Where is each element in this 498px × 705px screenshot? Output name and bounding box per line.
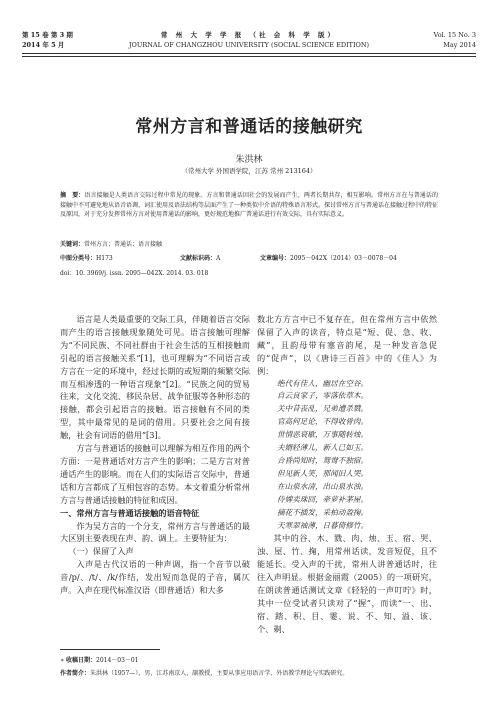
paragraph: 数北方方言中已不复存在，但在常州方言中依然保留了入声的读音，特点是“短、促、急、收、藏”，且韵母带有塞音韵尾，是一种发音急促的“促声”，以《唐诗三百首》中的《佳人》为例：	[257, 314, 437, 376]
poem-line: 夫婿轻薄儿，新人已如玉。	[277, 443, 369, 453]
publication-date-en: May 2014	[443, 41, 476, 49]
keywords-label: 关键词：	[60, 241, 85, 248]
journal-issue-info-en	[434, 30, 476, 50]
abstract-label: 摘 要：	[60, 192, 85, 199]
article-metadata	[60, 254, 438, 264]
paragraph: 作为吴方言的一个分支，常州方言与普通话的最大区别主要表现在声、韵、调上。主要特征为：	[60, 520, 250, 544]
bio-label: 作者简介：	[60, 670, 91, 677]
paper-title: 常州方言和普通话的接触研究	[135, 117, 363, 137]
clc-value: H173	[96, 255, 113, 262]
journal-issue-info	[22, 30, 73, 50]
poem-line: 世情恶衰歇，万事随转烛。	[277, 430, 369, 440]
poem-line: 关中昔丧乱，兄弟遭杀戮。	[277, 404, 369, 414]
paragraph: 入声是古代汉语的一种声调，指一个音节以破音/p/、/t/、/k/作结，发出短而急促的子音，属仄声。入声在现代标准汉语（即普通话）和大多	[60, 559, 250, 596]
keywords	[60, 240, 438, 250]
keywords-text: 常州方言；普通话；语言接触	[84, 241, 163, 248]
doc-code-label: 文献标识码：	[180, 255, 217, 262]
clc-label: 中图分类号：	[60, 255, 97, 262]
poem-line: 合昏尚知时，鸳鸯不独宿。	[277, 455, 369, 465]
subsection-heading: （一）保留了入声	[68, 546, 134, 557]
received-label: 收稿日期：	[66, 657, 97, 664]
footnotes	[60, 654, 450, 680]
paragraph: 方言与普通话的接触可以理解为相互作用的两个方面：一是普通话对方言产生的影响；二是方言对普通话产生的影响。而在人们的实际语言交际中，普通话和方言都成了互相包容的态势。本文着重分析常州方言与普通话接触的特征和成因。	[60, 443, 250, 505]
volume-issue: 第 15 卷 第 3 期	[22, 31, 73, 39]
paragraph: 语言是人类最重要的交际工具，伴随着语言交际而产生的语言接触现象随处可见。语言接触可理解为“不同民族、不同社群由于社会生活的互相接触而引起的语言接触关系”[1]，也可理解为“不同语言或方言在一定的环境中，经过长期的或短期的频繁交际而互相渗透的一种语言现象”[2]。“民族之间的贸易往来，文化交流、移民杂居、战争征服等各种形态的接触，都会引起语言的接触。语言接触有不同的类型，其中最常见的是词的借用。只要社会之间有接触，社会有词语的借用”[3]。	[60, 314, 250, 441]
publication-date: 2014 年 5 月	[22, 41, 65, 49]
poem-line: 自云良家子，零落依草木。	[277, 391, 369, 401]
poem-line: 侍婢卖珠回，牵萝补茅屋。	[277, 494, 369, 504]
author-affiliation: （常州大学 外国语学院，江苏 常州 213164）	[181, 167, 317, 175]
doi: doi：10. 3969/j. issn. 2095—042X. 2014. 03. 018	[60, 270, 209, 277]
header-rule-thin	[22, 56, 476, 57]
abstract	[60, 191, 438, 220]
poem-line: 在山泉水清，出山泉水浊。	[277, 481, 369, 491]
header-rule-thick	[22, 53, 476, 54]
journal-title-cn: 常 州 大 学 学 报 （社 会 科 学 版）	[160, 31, 338, 39]
received-date: ∗ 收稿日期：2014－03－01	[60, 657, 139, 664]
author-name: 朱洪林	[235, 155, 263, 165]
body-right-column	[257, 313, 437, 636]
bio-text: 朱洪林（1957—），男，江苏南京人，副教授，主要从事应用语言学、外语教学理论与实践研究。	[90, 670, 349, 677]
paragraph: 其中的谷、木、戮、肉、烛、玉、宿、哭、浊、屋、竹、掬，用常州话读，发音短促，且不能延长。受入声的干扰，常州人讲普通话时，往往入声明显。根据金丽霞（2005）的一项研究，在朗读普通话测试文章《轻轻的一声叮咛》时，其中一位受试者只读对了“握”，而读“一、出、宿、踏、积、目、霎、说、不、知、溢、该、个、剃、	[257, 533, 437, 634]
poem-line: 绝代有佳人，幽居在空谷。	[277, 378, 369, 388]
journal-title	[110, 30, 388, 50]
volume-issue-en: Vol. 15 No. 3	[433, 31, 476, 39]
footnote-rule	[60, 649, 160, 650]
poem-line: 但见新人笑，那闻旧人哭。	[277, 468, 369, 478]
poem-line: 天寒翠袖薄，日暮倚修竹。	[277, 520, 369, 530]
section-heading: 一、常州方言与普通话接触的语音特征	[60, 507, 200, 518]
received-value: 2014－03－01	[96, 657, 139, 664]
journal-title-en: JOURNAL OF CHANGZHOU UNIVERSITY (SOCIAL SCIENCE EDITION)	[128, 41, 370, 49]
author-bio	[60, 667, 450, 680]
body-left-column	[60, 313, 250, 597]
doc-code-value: A	[216, 255, 221, 262]
poem-quotation	[257, 378, 437, 533]
abstract-text: 语言接触是人类语言交际过程中常见的现象。方言和普通话因社会的发展而产生，两者长期共存，相互影响。常州方言在与普通话的接触中不可避免地从语音语调、词汇使用及语法结构等层面产生了一种类似中介语的特殊语言形式。探讨常州方言与普通话在接触过程中的特征及原因，对于充分发挥常州方言对使用普通话的影响，更好规范地推广普通话进行有效交际，具有实际意义。	[60, 192, 439, 219]
article-id-label: 文章编号：	[260, 255, 291, 262]
article-id-value: 2095－042X（2014）03－0078－04	[290, 255, 397, 262]
poem-line: 摘花不插发，采柏动盈掬。	[277, 507, 369, 517]
poem-line: 官高何足论，不得收骨肉。	[277, 417, 369, 427]
